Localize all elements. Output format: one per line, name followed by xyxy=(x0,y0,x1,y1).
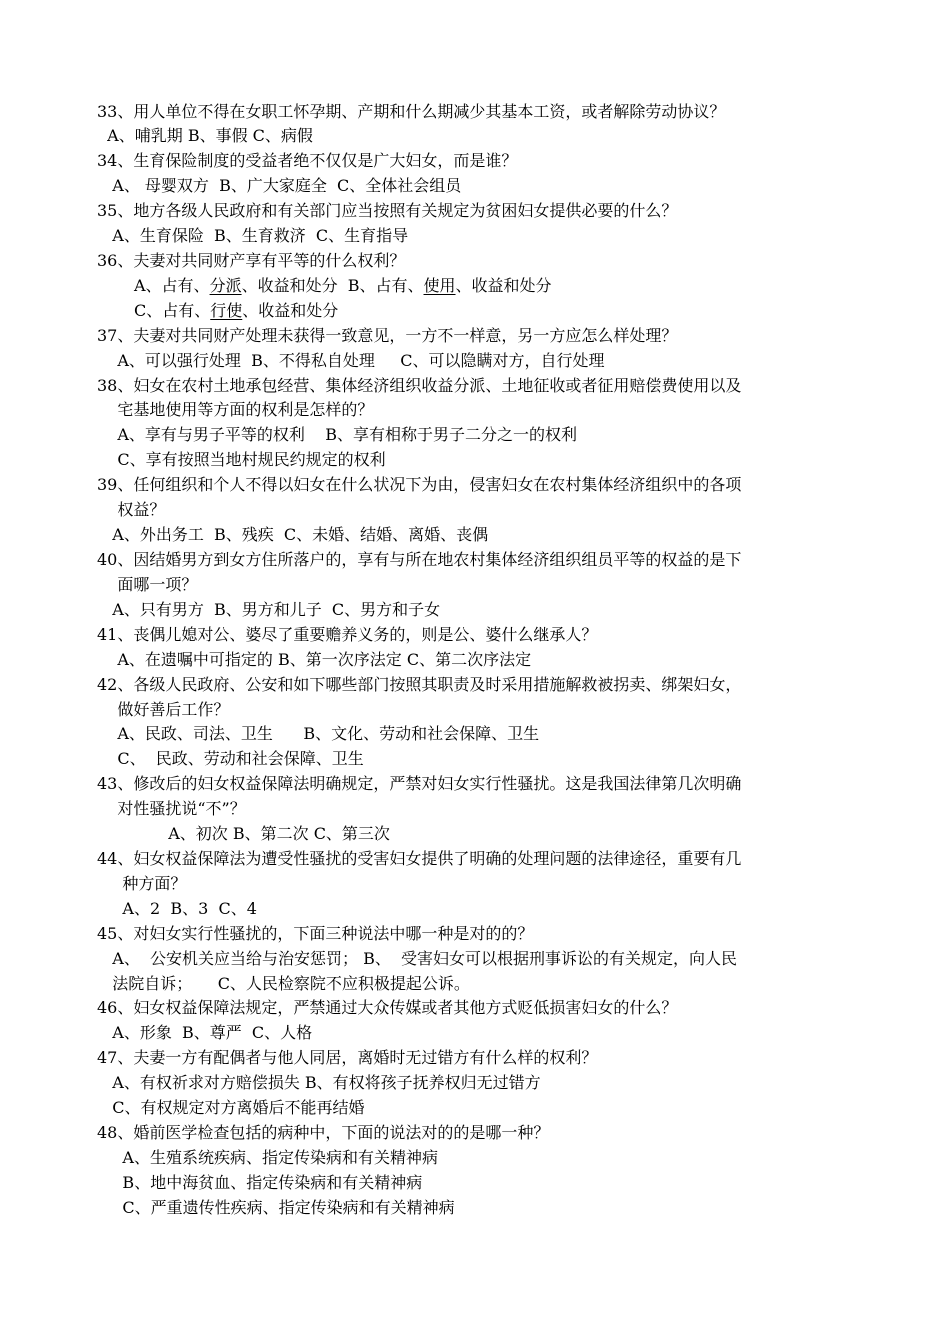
q36-option-b-prefix: 、收益和处分 B、占有、 xyxy=(241,276,424,295)
question-48-options: B、地中海贫血、指定传染病和有关精神病 xyxy=(97,1173,423,1192)
question-34-options: A、 母婴双方 B、广大家庭全 C、全体社会组员 xyxy=(97,176,462,195)
question-33-stem: 33、用人单位不得在女职工怀孕期、产期和什么期减少其基本工资，或者解除劳动协议？ xyxy=(97,102,726,121)
question-42-stem: 42、各级人民政府、公安和如下哪些部门按照其职责及时采用措施解救被拐卖、绑架妇女， xyxy=(97,675,742,694)
question-37-options: A、可以强行处理 B、不得私自处理 C、可以隐瞒对方，自行处理 xyxy=(97,351,605,370)
question-41-options: A、在遗嘱中可指定的 B、第一次序法定 C、第二次序法定 xyxy=(97,650,532,669)
question-47-options: C、有权规定对方离婚后不能再结婚 xyxy=(97,1098,365,1117)
q36-underlined-term: 行使 xyxy=(210,301,243,320)
question-46-options: A、形象 B、尊严 C、人格 xyxy=(97,1023,313,1042)
question-38-stem: 38、妇女在农村土地承包经营、集体经济组织收益分派、土地征收或者征用赔偿费使用以及 xyxy=(97,376,742,395)
question-48-options: A、生殖系统疾病、指定传染病和有关精神病 xyxy=(97,1148,438,1167)
question-47-stem: 47、夫妻一方有配偶者与他人同居，离婚时无过错方有什么样的权利？ xyxy=(97,1048,598,1067)
question-35-stem: 35、地方各级人民政府和有关部门应当按照有关规定为贫困妇女提供必要的什么？ xyxy=(97,201,678,220)
question-36-stem: 36、夫妻对共同财产享有平等的什么权利？ xyxy=(97,251,406,270)
question-47-options: A、有权祈求对方赔偿损失 B、有权将孩子抚养权归无过错方 xyxy=(97,1073,541,1092)
question-42-stem-cont: 做好善后工作？ xyxy=(97,700,230,719)
question-45-stem: 45、对妇女实行性骚扰的，下面三种说法中哪一种是对的的？ xyxy=(97,924,534,943)
question-40-options: A、只有男方 B、男方和儿子 C、男方和子女 xyxy=(97,600,441,619)
question-40-stem: 40、因结婚男方到女方住所落户的，享有与所在地农村集体经济组织组员平等的权益的是下 xyxy=(97,550,742,569)
question-42-options: C、 民政、劳动和社会保障、卫生 xyxy=(97,749,364,768)
q36-underlined-term: 分派 xyxy=(209,276,242,295)
question-35-options: A、生育保险 B、生育救济 C、生育指导 xyxy=(97,226,409,245)
question-36-options-ab xyxy=(134,274,552,298)
question-39-stem-cont: 权益？ xyxy=(97,500,166,519)
question-48-stem: 48、婚前医学检查包括的病种中，下面的说法对的的是哪一种？ xyxy=(97,1123,550,1142)
question-36-options-c xyxy=(134,299,338,323)
question-43-stem-cont: 对性骚扰说“不”？ xyxy=(97,799,246,818)
question-41-stem: 41、丧偶儿媳对公、婆尽了重要赡养义务的，则是公、婆什么继承人？ xyxy=(97,625,598,644)
question-46-stem: 46、妇女权益保障法规定，严禁通过大众传媒或者其他方式贬低损害妇女的什么？ xyxy=(97,998,678,1017)
q36-underlined-term: 使用 xyxy=(423,276,456,295)
question-43-options: A、初次 B、第二次 C、第三次 xyxy=(97,824,390,843)
q36-option-b-suffix: 、收益和处分 xyxy=(455,276,552,295)
question-38-stem-cont: 宅基地使用等方面的权利是怎样的？ xyxy=(97,400,374,419)
question-39-options: A、外出务工 B、残疾 C、未婚、结婚、离婚、丧偶 xyxy=(97,525,489,544)
question-44-stem-cont: 种方面？ xyxy=(97,874,187,893)
question-37-stem: 37、夫妻对共同财产处理未获得一致意见，一方不一样意，另一方应怎么样处理？ xyxy=(97,326,678,345)
question-40-stem-cont: 面哪一项？ xyxy=(97,575,198,594)
question-45-options: 法院自诉； C、人民检察院不应积极提起公诉。 xyxy=(97,974,470,993)
q36-option-c-prefix: C、占有、 xyxy=(134,301,211,320)
question-43-stem: 43、修改后的妇女权益保障法明确规定，严禁对妇女实行性骚扰。这是我国法律第几次明确 xyxy=(97,774,742,793)
question-45-options: A、 公安机关应当给与治安惩罚； B、 受害妇女可以根据刑事诉讼的有关规定，向人民 xyxy=(97,949,738,968)
q36-option-a-prefix: A、占有、 xyxy=(134,276,210,295)
question-38-options: A、享有与男子平等的权利 B、享有相称于男子二分之一的权利 xyxy=(97,425,578,444)
q36-option-c-suffix: 、收益和处分 xyxy=(242,301,339,320)
question-33-options: A、哺乳期 B、事假 C、病假 xyxy=(97,126,313,145)
question-44-options: A、2 B、3 C、4 xyxy=(97,899,257,918)
question-38-options: C、享有按照当地村规民约规定的权利 xyxy=(97,450,386,469)
question-34-stem: 34、生育保险制度的受益者绝不仅仅是广大妇女，而是谁？ xyxy=(97,151,518,170)
question-39-stem: 39、任何组织和个人不得以妇女在什么状况下为由，侵害妇女在农村集体经济组织中的各项 xyxy=(97,475,742,494)
question-44-stem: 44、妇女权益保障法为遭受性骚扰的受害妇女提供了明确的处理问题的法律途径，重要有几 xyxy=(97,849,742,868)
question-48-options: C、严重遗传性疾病、指定传染病和有关精神病 xyxy=(97,1198,455,1217)
question-42-options: A、民政、司法、卫生 B、文化、劳动和社会保障、卫生 xyxy=(97,724,540,743)
